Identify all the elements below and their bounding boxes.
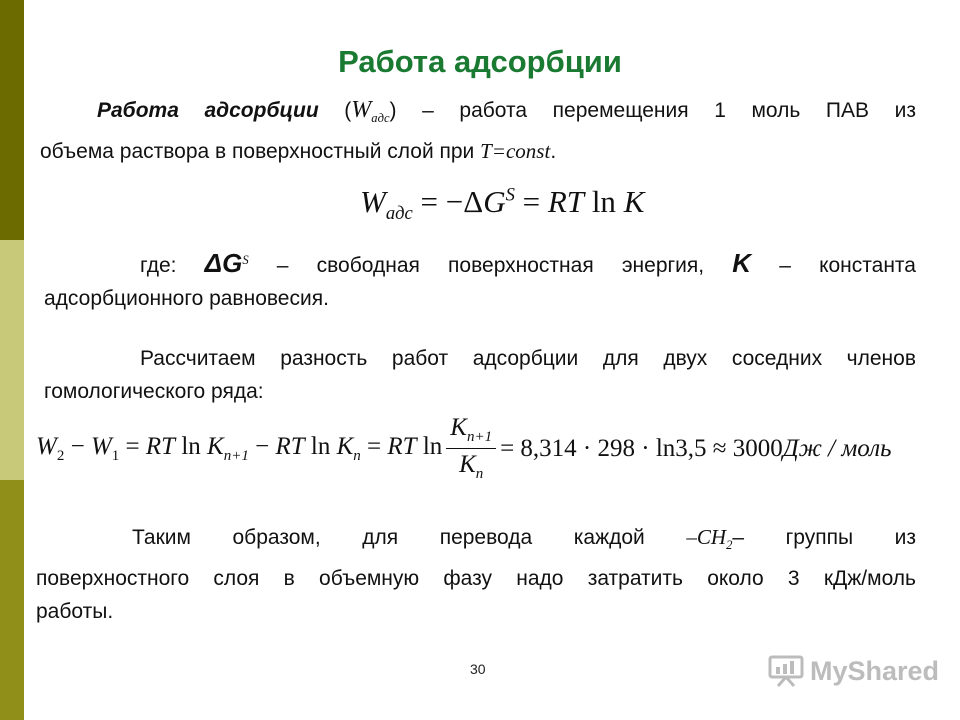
- conclusion-line-1: Таким образом, для перевода каждой $-CH_2-$ группы из: [132, 525, 916, 553]
- definition-term: Работа адсорбции: [97, 99, 319, 122]
- side-band-middle: [0, 240, 24, 480]
- w-symbol: W: [351, 97, 372, 123]
- where-line-1: где: $\Delta G^S$ – свободная поверхностная энергия, K – константа: [140, 248, 916, 278]
- conclusion-line-2: поверхностного слоя в объемную фазу надо затратить около 3 кДж/моль: [36, 567, 916, 591]
- presentation-icon: [768, 655, 804, 687]
- definition-line-2: объема раствора в поверхностный слой при T=const.: [40, 139, 557, 164]
- slide-title: Работа адсорбции: [338, 44, 622, 79]
- k-symbol: K: [732, 248, 752, 278]
- delta-g-symbol: ΔG: [204, 248, 243, 278]
- unit-j-per-mol: Дж / моль: [782, 434, 892, 462]
- calc-line-1: Рассчитаем разность работ адсорбции для двух соседних членов: [140, 347, 916, 370]
- definition-paragraph: [40, 94, 916, 168]
- where-paragraph: [44, 244, 916, 315]
- page-number: 30: [470, 661, 486, 677]
- side-band-top: [0, 0, 24, 240]
- watermark-text: MyShared: [810, 655, 940, 686]
- fraction-k-ratio: $\frac{K_{n+1}}{K_n}$: [446, 414, 496, 483]
- side-band-bottom: [0, 480, 24, 720]
- t-const: T=const: [480, 139, 551, 164]
- conclusion-paragraph: [36, 521, 916, 628]
- formula-work-adsorption: $W_{адс} = -\Delta G^S$ = RT ln K: [360, 184, 645, 225]
- conclusion-line-3: работы.: [36, 600, 114, 624]
- formula-work-difference: $W_2 - W_1$ = RT $\ln K_{n+1}$ − RT $\ln K_n$ = RT ln $\frac{K_{n+1}}{K_n}$ = 8,314 · 298 · ln3,5 ≈ 3000Дж / моль: [36, 414, 892, 482]
- definition-line-1: Работа адсорбции $(W_{адс})$ – работа перемещения 1 моль ПАВ из: [97, 97, 916, 126]
- ch2-group: –CH: [686, 525, 727, 549]
- calc-line-2: гомологического ряда:: [44, 380, 264, 403]
- where-line-2: адсорбционного равновесия.: [44, 287, 329, 310]
- calc-paragraph: [44, 342, 916, 408]
- watermark: [768, 655, 939, 687]
